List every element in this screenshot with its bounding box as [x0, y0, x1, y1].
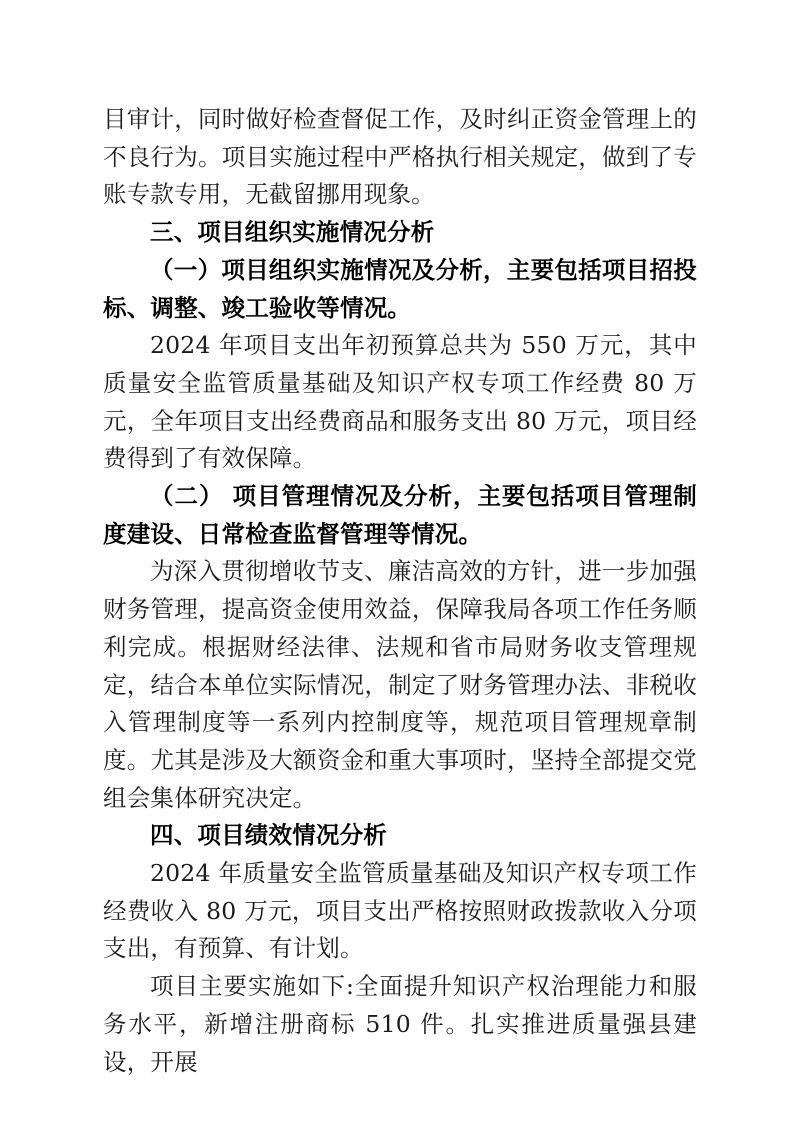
paragraph-performance-income: 2024 年质量安全监管质量基础及知识产权专项工作经费收入 80 万元，项目支出严格按照财政拨款收入分项支出，有预算、有计划。: [103, 859, 697, 963]
subheading-1-organization-implementation: （一）项目组织实施情况及分析，主要包括项目招投标、调整、竣工验收等情况。: [103, 255, 697, 322]
paragraph-implementation-results: 项目主要实施如下:全面提升知识产权治理能力和服务水平，新增注册商标 510 件。扎实推进质量强县建设，开展: [103, 972, 697, 1076]
heading-section-4-performance-analysis: 四、项目绩效情况分析: [150, 821, 387, 850]
subheading-2-project-management: （二） 项目管理情况及分析，主要包括项目管理制度建设、日常检查监督管理等情况。: [103, 482, 697, 548]
paragraph-audit-continuation: 目审计，同时做好检查督促工作，及时纠正资金管理上的不良行为。项目实施过程中严格执行相关规定，做到了专账专款专用，无截留挪用现象。: [103, 105, 697, 209]
paragraph-2024-budget: 2024 年项目支出年初预算总共为 550 万元，其中质量安全监管质量基础及知识产权专项工作经费 80 万元，全年项目支出经费商品和服务支出 80 万元，项目经费得到了有效保障。: [103, 331, 697, 473]
heading-section-3-implementation-analysis: 三、项目组织实施情况分析: [150, 218, 435, 247]
paragraph-financial-management: 为深入贯彻增收节支、廉洁高效的方针，进一步加强财务管理，提高资金使用效益，保障我局各项工作任务顺利完成。根据财经法律、法规和省市局财务收支管理规定，结合本单位实际情况，制定了财务管理办法、非税收入管理制度等一系列内控制度等，规范项目管理规章制度。尤其是涉及大额资金和重大事项时，坚持全部提交党组会集体研究决定。: [103, 557, 697, 812]
